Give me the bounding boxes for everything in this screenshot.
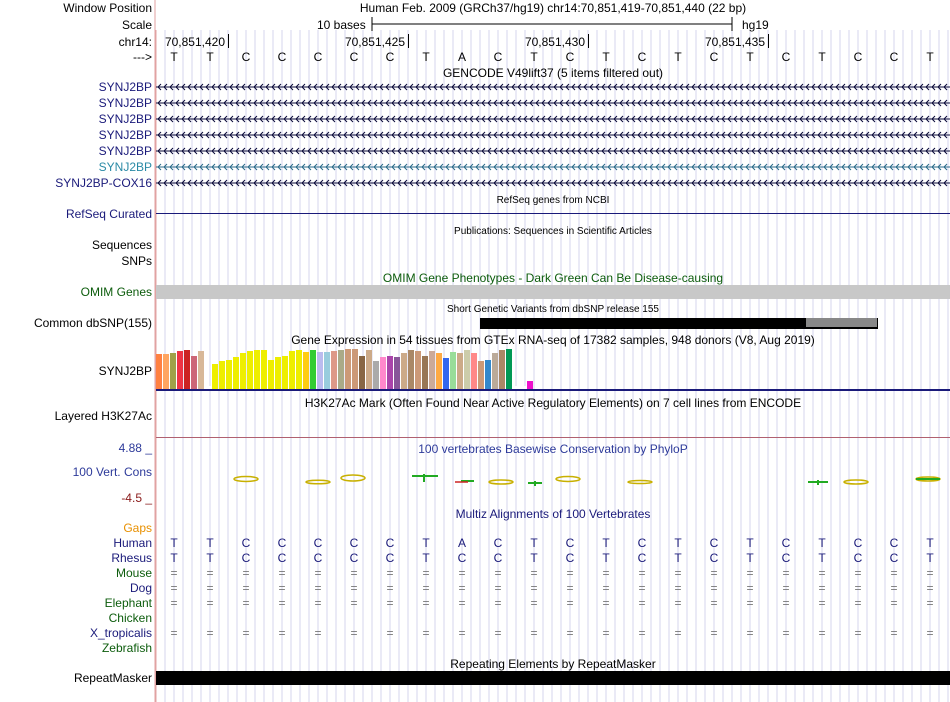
alignment-gap: = bbox=[386, 626, 394, 640]
alignment-gap: = bbox=[350, 581, 358, 595]
gtex-bar-chart[interactable] bbox=[156, 346, 536, 390]
alignment-gap: = bbox=[458, 596, 466, 610]
alignment-gap: = bbox=[854, 566, 862, 580]
reference-base: C bbox=[313, 50, 323, 64]
alignment-gap: = bbox=[818, 596, 826, 610]
gtex-tissue-bar[interactable] bbox=[338, 350, 344, 390]
multiz-species-label[interactable]: Human bbox=[113, 536, 152, 550]
alignment-gap: = bbox=[170, 566, 178, 580]
reference-base: A bbox=[457, 50, 466, 64]
alignment-gap: = bbox=[494, 626, 502, 640]
alignment-base: C bbox=[709, 536, 719, 550]
position-tick bbox=[768, 34, 769, 48]
alignment-gap: = bbox=[386, 581, 394, 595]
gencode-transcript[interactable] bbox=[156, 146, 950, 156]
omim-label[interactable]: OMIM Genes bbox=[80, 285, 152, 299]
alignment-base: T bbox=[530, 551, 538, 565]
position-tick-label: 70,851,430 bbox=[524, 35, 585, 49]
alignment-gap: = bbox=[926, 566, 934, 580]
gtex-tissue-bar[interactable] bbox=[380, 357, 386, 390]
alignment-gap: = bbox=[350, 626, 358, 640]
alignment-base: T bbox=[602, 536, 610, 550]
alignment-gap: = bbox=[638, 566, 646, 580]
gtex-tissue-bar[interactable] bbox=[443, 358, 449, 390]
gtex-tissue-bar[interactable] bbox=[233, 357, 239, 390]
alignment-gap: = bbox=[602, 566, 610, 580]
alignment-base: C bbox=[385, 536, 395, 550]
gencode-transcript[interactable] bbox=[156, 114, 950, 124]
gencode-item-label[interactable]: SYNJ2BP bbox=[98, 160, 152, 174]
alignment-base: T bbox=[170, 536, 178, 550]
alignment-base: T bbox=[422, 536, 430, 550]
gtex-tissue-bar[interactable] bbox=[345, 349, 351, 390]
reference-base: T bbox=[530, 50, 538, 64]
alignment-base: C bbox=[349, 551, 359, 565]
alignment-base: C bbox=[889, 551, 899, 565]
alignment-base: T bbox=[170, 551, 178, 565]
alignment-base: T bbox=[674, 536, 682, 550]
alignment-base: C bbox=[637, 536, 647, 550]
alignment-gap: = bbox=[602, 626, 610, 640]
alignment-gap: = bbox=[674, 566, 682, 580]
alignment-base: C bbox=[241, 536, 251, 550]
alignment-base: C bbox=[889, 536, 899, 550]
position-tick bbox=[408, 34, 409, 48]
gtex-tissue-bar[interactable] bbox=[261, 350, 267, 390]
alignment-base: C bbox=[637, 551, 647, 565]
gtex-tissue-bar[interactable] bbox=[317, 352, 323, 390]
alignment-gap: = bbox=[386, 566, 394, 580]
omim-title: OMIM Gene Phenotypes - Dark Green Can Be Disease-causing bbox=[382, 271, 724, 285]
alignment-gap: = bbox=[350, 566, 358, 580]
gtex-tissue-bar[interactable] bbox=[359, 356, 365, 390]
reference-base: T bbox=[206, 50, 214, 64]
alignment-gap: = bbox=[314, 596, 322, 610]
position-tick-label: 70,851,435 bbox=[704, 35, 765, 49]
gtex-tissue-bar[interactable] bbox=[331, 351, 337, 390]
alignment-gap: = bbox=[746, 566, 754, 580]
alignment-base: C bbox=[241, 551, 251, 565]
alignment-gap: = bbox=[278, 626, 286, 640]
repeatmasker-title: Repeating Elements by RepeatMasker bbox=[450, 657, 656, 671]
gencode-item-label[interactable]: SYNJ2BP bbox=[98, 144, 152, 158]
gtex-tissue-bar[interactable] bbox=[296, 350, 302, 390]
alignment-gap: = bbox=[890, 581, 898, 595]
alignment-base: A bbox=[457, 536, 466, 550]
gtex-tissue-bar[interactable] bbox=[464, 350, 470, 390]
alignment-gap: = bbox=[170, 596, 178, 610]
multiz-species-label[interactable]: X_tropicalis bbox=[89, 626, 152, 640]
gtex-tissue-bar[interactable] bbox=[247, 351, 253, 390]
gtex-tissue-bar[interactable] bbox=[408, 350, 414, 390]
cons-max-label: 4.88 _ bbox=[118, 441, 152, 455]
gtex-tissue-bar[interactable] bbox=[429, 351, 435, 390]
alignment-gap: = bbox=[494, 581, 502, 595]
gtex-tissue-bar[interactable] bbox=[219, 361, 225, 390]
multiz-species-label[interactable]: Chicken bbox=[108, 611, 152, 625]
publications-snps-label[interactable]: SNPs bbox=[121, 254, 152, 268]
alignment-base: C bbox=[313, 551, 323, 565]
alignment-base: C bbox=[565, 551, 575, 565]
position-tick-label: 70,851,420 bbox=[164, 35, 225, 49]
repeatmasker-label[interactable]: RepeatMasker bbox=[73, 671, 152, 685]
gtex-tissue-bar[interactable] bbox=[170, 353, 176, 390]
gtex-tissue-bar[interactable] bbox=[254, 350, 260, 390]
gencode-item-label[interactable]: SYNJ2BP-COX16 bbox=[55, 176, 152, 190]
scale-label: Scale bbox=[121, 18, 152, 32]
reference-base: C bbox=[781, 50, 791, 64]
gtex-baseline bbox=[156, 389, 950, 391]
window-position-label: Window Position bbox=[63, 1, 152, 15]
position-tick bbox=[228, 34, 229, 48]
gtex-tissue-bar[interactable] bbox=[457, 353, 463, 390]
alignment-gap: = bbox=[530, 581, 538, 595]
dbsnp-feature-gray[interactable] bbox=[806, 318, 877, 327]
alignment-base: C bbox=[781, 551, 791, 565]
alignment-base: C bbox=[853, 551, 863, 565]
cons-title: 100 vertebrates Basewise Conservation by PhyloP bbox=[418, 442, 688, 456]
gaps-label[interactable]: Gaps bbox=[123, 521, 152, 535]
alignment-gap: = bbox=[782, 566, 790, 580]
reference-base: T bbox=[422, 50, 430, 64]
h3k27ac-title: H3K27Ac Mark (Often Found Near Active Regulatory Elements) on 7 cell lines from ENCODE bbox=[304, 396, 802, 410]
reference-base: C bbox=[853, 50, 863, 64]
gtex-tissue-bar[interactable] bbox=[156, 354, 162, 390]
gencode-item-label[interactable]: SYNJ2BP bbox=[98, 128, 152, 142]
alignment-gap: = bbox=[206, 626, 214, 640]
alignment-gap: = bbox=[494, 596, 502, 610]
gencode-item-label[interactable]: SYNJ2BP bbox=[98, 96, 152, 110]
gtex-tissue-bar[interactable] bbox=[415, 351, 421, 390]
alignment-gap: = bbox=[782, 581, 790, 595]
gtex-tissue-bar[interactable] bbox=[198, 351, 204, 390]
cons-signal[interactable] bbox=[156, 470, 950, 490]
reference-base: C bbox=[241, 50, 251, 64]
gtex-label[interactable]: SYNJ2BP bbox=[98, 364, 152, 378]
alignment-gap: = bbox=[458, 566, 466, 580]
position-tick bbox=[588, 34, 589, 48]
alignment-gap: = bbox=[314, 581, 322, 595]
gtex-tissue-bar[interactable] bbox=[499, 350, 505, 390]
alignment-gap: = bbox=[602, 581, 610, 595]
gtex-tissue-bar[interactable] bbox=[394, 357, 400, 390]
alignment-gap: = bbox=[602, 596, 610, 610]
dbsnp-title: Short Genetic Variants from dbSNP release 155 bbox=[447, 304, 659, 315]
alignment-gap: = bbox=[674, 596, 682, 610]
reference-base: T bbox=[818, 50, 826, 64]
alignment-gap: = bbox=[746, 596, 754, 610]
gtex-tissue-bar[interactable] bbox=[226, 360, 232, 390]
gtex-tissue-bar[interactable] bbox=[240, 353, 246, 390]
alignment-gap: = bbox=[926, 596, 934, 610]
alignment-gap: = bbox=[566, 566, 574, 580]
scale-text: 10 bases bbox=[317, 18, 366, 32]
gtex-tissue-bar[interactable] bbox=[177, 351, 183, 390]
alignment-gap: = bbox=[422, 566, 430, 580]
alignment-gap: = bbox=[818, 581, 826, 595]
alignment-base: C bbox=[493, 536, 503, 550]
gtex-tissue-bar[interactable] bbox=[401, 353, 407, 390]
publications-title: Publications: Sequences in Scientific Articles bbox=[454, 226, 652, 237]
alignment-base: C bbox=[349, 536, 359, 550]
chrom-label: chr14: bbox=[118, 35, 152, 49]
reference-base: C bbox=[493, 50, 503, 64]
gtex-tissue-bar[interactable] bbox=[506, 349, 512, 390]
alignment-gap: = bbox=[854, 581, 862, 595]
alignment-gap: = bbox=[206, 566, 214, 580]
alignment-gap: = bbox=[566, 626, 574, 640]
alignment-base: T bbox=[926, 551, 934, 565]
alignment-gap: = bbox=[710, 626, 718, 640]
position-tick-label: 70,851,425 bbox=[344, 35, 405, 49]
gtex-tissue-bar[interactable] bbox=[450, 352, 456, 390]
alignment-gap: = bbox=[206, 581, 214, 595]
multiz-species-label[interactable]: Mouse bbox=[115, 566, 152, 580]
alignment-gap: = bbox=[458, 581, 466, 595]
alignment-gap: = bbox=[854, 596, 862, 610]
gencode-transcript[interactable] bbox=[156, 130, 950, 140]
reference-base: C bbox=[637, 50, 647, 64]
alignment-gap: = bbox=[278, 581, 286, 595]
alignment-gap: = bbox=[566, 581, 574, 595]
gtex-tissue-bar[interactable] bbox=[289, 351, 295, 390]
gtex-tissue-bar[interactable] bbox=[282, 356, 288, 390]
reference-base: C bbox=[889, 50, 899, 64]
gtex-tissue-bar[interactable] bbox=[478, 361, 484, 390]
alignment-base: T bbox=[926, 536, 934, 550]
alignment-gap: = bbox=[710, 596, 718, 610]
h3k27ac-label[interactable]: Layered H3K27Ac bbox=[54, 409, 152, 423]
alignment-gap: = bbox=[170, 581, 178, 595]
alignment-base: C bbox=[277, 536, 287, 550]
gtex-tissue-bar[interactable] bbox=[163, 354, 169, 390]
alignment-gap: = bbox=[314, 626, 322, 640]
scale-bar bbox=[370, 16, 736, 32]
gtex-tissue-bar[interactable] bbox=[485, 360, 491, 390]
gtex-tissue-bar[interactable] bbox=[492, 353, 498, 390]
alignment-base: T bbox=[530, 536, 538, 550]
alignment-gap: = bbox=[782, 626, 790, 640]
alignment-gap: = bbox=[530, 596, 538, 610]
omim-feature[interactable] bbox=[156, 285, 950, 299]
gtex-tissue-bar[interactable] bbox=[387, 356, 393, 390]
refseq-label[interactable]: RefSeq Curated bbox=[65, 207, 152, 221]
alignment-base: C bbox=[709, 551, 719, 565]
gtex-tissue-bar[interactable] bbox=[422, 356, 428, 390]
alignment-base: C bbox=[457, 551, 467, 565]
multiz-title: Multiz Alignments of 100 Vertebrates bbox=[455, 507, 651, 521]
alignment-gap: = bbox=[314, 566, 322, 580]
alignment-gap: = bbox=[746, 581, 754, 595]
reference-base: C bbox=[385, 50, 395, 64]
gtex-title: Gene Expression in 54 tissues from GTEx RNA-seq of 17382 samples, 948 donors (V8, Aug 2019) bbox=[291, 333, 815, 347]
gencode-transcript[interactable] bbox=[156, 178, 950, 188]
alignment-gap: = bbox=[926, 626, 934, 640]
gtex-tissue-bar[interactable] bbox=[373, 361, 379, 390]
alignment-gap: = bbox=[854, 626, 862, 640]
refseq-feature[interactable] bbox=[156, 213, 950, 214]
window-position-text: Human Feb. 2009 (GRCh37/hg19) chr14:70,851,419-70,851,440 (22 bp) bbox=[359, 1, 747, 15]
alignment-gap: = bbox=[818, 566, 826, 580]
reference-base: C bbox=[565, 50, 575, 64]
alignment-base: C bbox=[781, 536, 791, 550]
alignment-gap: = bbox=[890, 626, 898, 640]
alignment-base: T bbox=[422, 551, 430, 565]
h3k27ac-baseline bbox=[156, 437, 950, 438]
gencode-transcript[interactable] bbox=[156, 98, 950, 108]
alignment-base: T bbox=[818, 551, 826, 565]
cons-label[interactable]: 100 Vert. Cons bbox=[72, 465, 152, 479]
dbsnp-label[interactable]: Common dbSNP(155) bbox=[33, 316, 152, 330]
gencode-transcript[interactable] bbox=[156, 162, 950, 172]
alignment-base: T bbox=[206, 536, 214, 550]
gencode-title: GENCODE V49lift37 (5 items filtered out) bbox=[442, 66, 664, 80]
reference-base: C bbox=[349, 50, 359, 64]
alignment-gap: = bbox=[242, 626, 250, 640]
alignment-gap: = bbox=[818, 626, 826, 640]
gtex-tissue-bar[interactable] bbox=[310, 350, 316, 390]
reference-base: T bbox=[674, 50, 682, 64]
alignment-gap: = bbox=[782, 596, 790, 610]
multiz-species-label[interactable]: Rhesus bbox=[111, 551, 152, 565]
gencode-transcript[interactable] bbox=[156, 82, 950, 92]
alignment-gap: = bbox=[926, 581, 934, 595]
strand-label: ---> bbox=[133, 50, 152, 64]
gtex-tissue-bar[interactable] bbox=[268, 360, 274, 390]
refseq-title: RefSeq genes from NCBI bbox=[496, 195, 610, 206]
alignment-base: T bbox=[746, 551, 754, 565]
gtex-tissue-bar[interactable] bbox=[352, 349, 358, 390]
alignment-gap: = bbox=[422, 596, 430, 610]
multiz-species-label[interactable]: Dog bbox=[129, 581, 152, 595]
alignment-gap: = bbox=[710, 566, 718, 580]
alignment-gap: = bbox=[422, 581, 430, 595]
alignment-base: T bbox=[818, 536, 826, 550]
alignment-gap: = bbox=[890, 596, 898, 610]
gtex-tissue-bar[interactable] bbox=[471, 353, 477, 390]
alignment-gap: = bbox=[170, 626, 178, 640]
reference-base: T bbox=[926, 50, 934, 64]
repeatmasker-feature[interactable] bbox=[156, 671, 950, 685]
alignment-gap: = bbox=[278, 596, 286, 610]
reference-base: T bbox=[170, 50, 178, 64]
gtex-tissue-bar[interactable] bbox=[303, 352, 309, 390]
alignment-base: C bbox=[493, 551, 503, 565]
alignment-gap: = bbox=[638, 581, 646, 595]
gencode-item-label[interactable]: SYNJ2BP bbox=[98, 80, 152, 94]
gtex-tissue-bar[interactable] bbox=[212, 364, 218, 390]
alignment-gap: = bbox=[746, 626, 754, 640]
alignment-gap: = bbox=[242, 581, 250, 595]
alignment-gap: = bbox=[638, 626, 646, 640]
gtex-tissue-bar[interactable] bbox=[366, 350, 372, 390]
alignment-gap: = bbox=[674, 626, 682, 640]
gencode-item-label[interactable]: SYNJ2BP bbox=[98, 112, 152, 126]
cons-min-label: -4.5 _ bbox=[121, 491, 152, 505]
publications-sequences-label[interactable]: Sequences bbox=[91, 238, 152, 252]
alignment-base: T bbox=[206, 551, 214, 565]
reference-base: T bbox=[746, 50, 754, 64]
alignment-gap: = bbox=[458, 626, 466, 640]
alignment-gap: = bbox=[674, 581, 682, 595]
gtex-tissue-bar[interactable] bbox=[324, 352, 330, 390]
alignment-gap: = bbox=[386, 596, 394, 610]
alignment-base: C bbox=[277, 551, 287, 565]
reference-base: C bbox=[277, 50, 287, 64]
alignment-base: T bbox=[746, 536, 754, 550]
alignment-base: C bbox=[313, 536, 323, 550]
multiz-species-label[interactable]: Zebrafish bbox=[101, 641, 152, 655]
alignment-gap: = bbox=[710, 581, 718, 595]
alignment-gap: = bbox=[242, 566, 250, 580]
gtex-tissue-bar[interactable] bbox=[184, 350, 190, 390]
reference-base: C bbox=[709, 50, 719, 64]
scale-assembly: hg19 bbox=[742, 18, 769, 32]
alignment-gap: = bbox=[278, 566, 286, 580]
alignment-base: T bbox=[674, 551, 682, 565]
alignment-gap: = bbox=[422, 626, 430, 640]
alignment-gap: = bbox=[350, 596, 358, 610]
alignment-gap: = bbox=[530, 566, 538, 580]
gtex-tissue-bar[interactable] bbox=[436, 353, 442, 390]
reference-base: T bbox=[602, 50, 610, 64]
alignment-base: C bbox=[385, 551, 395, 565]
alignment-gap: = bbox=[890, 566, 898, 580]
alignment-gap: = bbox=[638, 596, 646, 610]
alignment-gap: = bbox=[494, 566, 502, 580]
alignment-gap: = bbox=[530, 626, 538, 640]
alignment-base: C bbox=[565, 536, 575, 550]
gtex-tissue-bar[interactable] bbox=[191, 356, 197, 390]
gtex-tissue-bar[interactable] bbox=[275, 357, 281, 390]
alignment-gap: = bbox=[566, 596, 574, 610]
alignment-gap: = bbox=[242, 596, 250, 610]
alignment-base: C bbox=[853, 536, 863, 550]
multiz-species-label[interactable]: Elephant bbox=[104, 596, 152, 610]
alignment-base: T bbox=[602, 551, 610, 565]
alignment-gap: = bbox=[206, 596, 214, 610]
